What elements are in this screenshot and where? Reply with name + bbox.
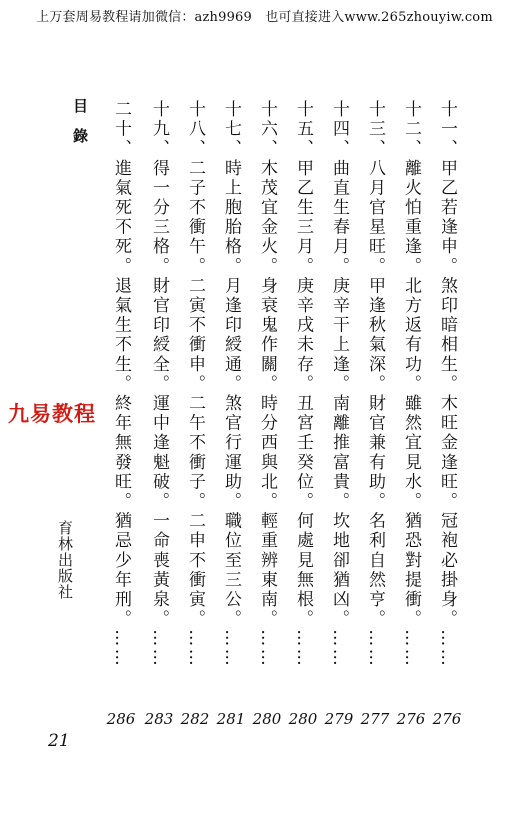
toc-entry-text: 十六、木茂宜金火。身衰鬼作關。時分西與北。輕重辨東南。…… [257,100,277,669]
toc-entry [396,100,426,728]
toc-entry [216,100,246,728]
toc-entry-text: 十四、曲直生春月。庚辛干上逢。南離推富貴。坎地卻猶凶。…… [329,100,349,669]
toc-entry-text: 十三、八月官星旺。甲逢秋氣深。財官兼有助。名利自然亨。…… [365,100,385,669]
toc-entry-text: 二十、進氣死不死。退氣生不生。終年無發旺。猶忌少年刑。…… [111,100,131,669]
toc-entry-page: 276 [432,710,462,728]
toc-entry [144,100,174,728]
toc-entry-text: 十二、離火怕重逢。北方返有功。雖然宜見水。猶恐對提衝。…… [401,100,421,669]
toc-entry-page: 279 [324,710,354,728]
publisher: 育林出版社 [56,520,74,600]
toc-entry-text: 十七、時上胞胎格。月逢印綬通。煞官行運助。職位至三公。…… [221,100,241,669]
toc-entry-page: 283 [144,710,174,728]
toc-entry [252,100,282,728]
toc-entry [324,100,354,728]
toc-entry [432,100,462,728]
header-banner: 上万套周易教程请加微信：azh9969 也可直接进入www.265zhouyiw.com [36,10,493,25]
page-number: 21 [48,731,70,751]
toc-entry [180,100,210,728]
toc-entry [106,100,136,728]
toc-entry-page: 282 [180,710,210,728]
watermark: 九易教程 [8,402,96,426]
toc-entry [288,100,318,728]
side-title: 目 錄 [71,98,89,143]
toc-entry-text: 十九、得一分三格。財官印綬全。運中逢魁破。一命喪黃泉。…… [149,100,169,669]
toc-entry [360,100,390,728]
toc-columns [0,100,529,728]
toc-entry-page: 280 [288,710,318,728]
toc-entry-page: 286 [106,710,136,728]
toc-entry-text: 十八、二子不衝午。二寅不衝申。二午不衝子。二申不衝寅。…… [185,100,205,669]
toc-entry-page: 280 [252,710,282,728]
toc-entry-text: 十五、甲乙生三月。庚辛戌未存。丑宮壬癸位。何處見無根。…… [293,100,313,669]
toc-entry-text: 十一、甲乙若逢申。煞印暗相生。木旺金逢旺。冠袍必掛身。…… [437,100,457,669]
toc-entry-page: 281 [216,710,246,728]
toc-entry-page: 277 [360,710,390,728]
toc-entry-page: 276 [396,710,426,728]
